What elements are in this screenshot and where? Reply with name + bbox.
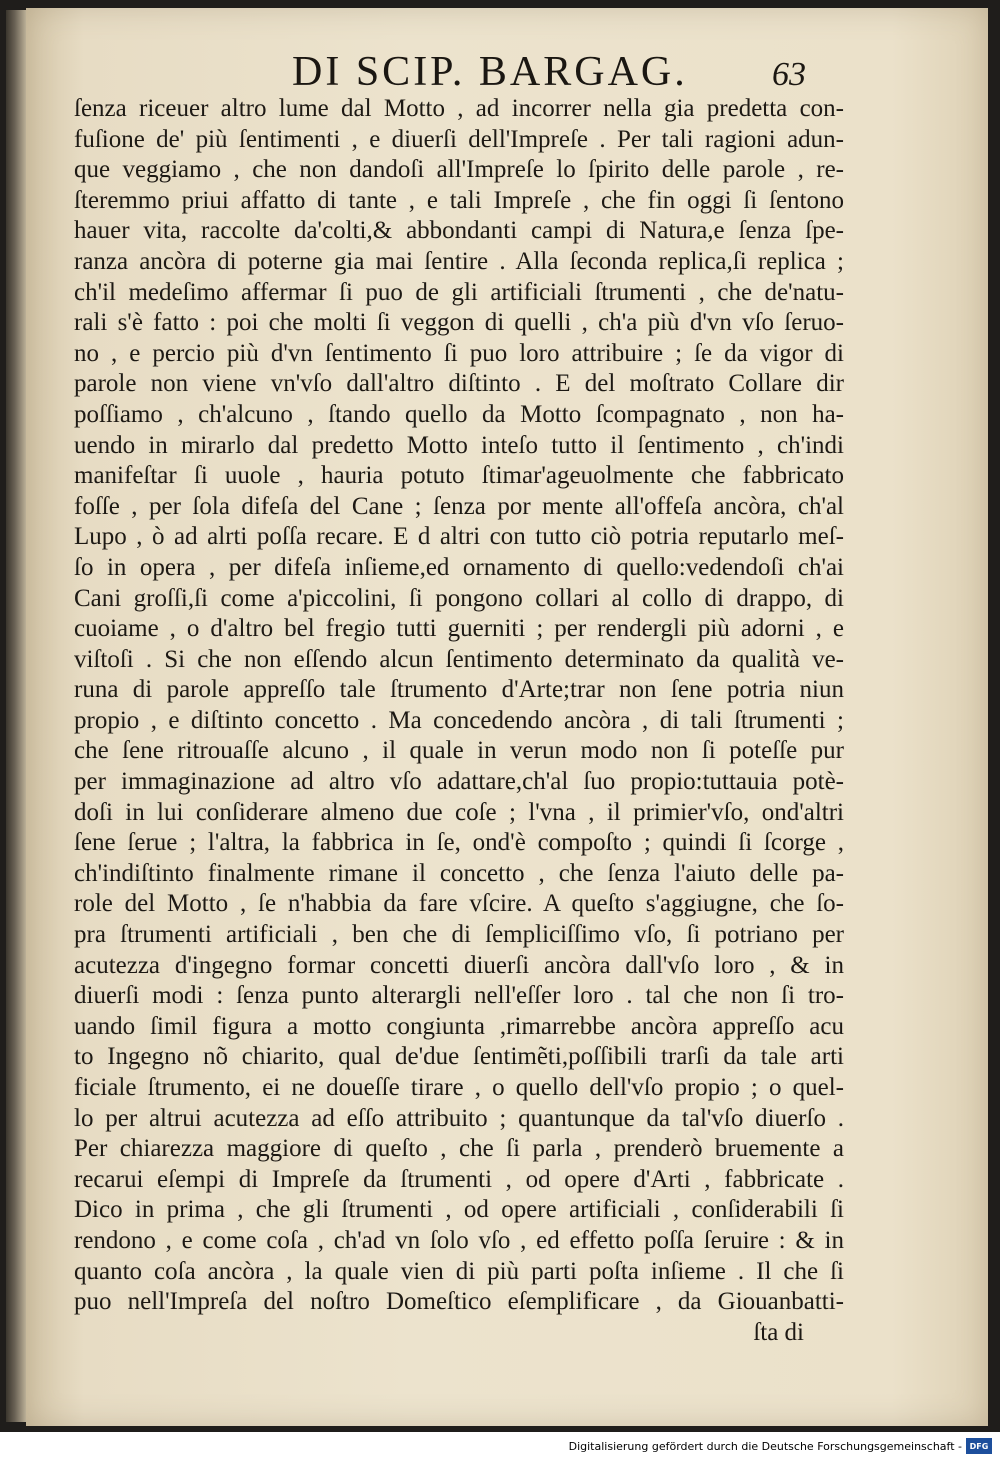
text-line: Dico in prima , che gli ſtrumenti , od opere artificiali , conſiderabili ſi (74, 1196, 844, 1224)
text-line: uendo in mirarlo dal predetto Motto inteſo tutto il ſentimento , ch'indi (74, 431, 844, 459)
text-line: Per chiarezza maggiore di queſto , che ſi parla , prenderò bruemente a (74, 1135, 844, 1163)
text-line: fuſione de' più ſentimenti , e diuerſi dell'Impreſe . Per tali ragioni adun- (74, 125, 844, 153)
text-line: propio , e diſtinto concetto . Ma concedendo ancòra , di tali ſtrumenti ; (74, 706, 844, 734)
text-line: che ſene ritrouaſſe alcuno , il quale in verun modo non ſi poteſſe pur (74, 737, 844, 765)
text-line: to Ingegno nõ chiarito, qual de'due ſentimẽti,poſſibili trarſi da tale arti (74, 1043, 844, 1071)
text-line: cuoiame , o d'altro bel fregio tutti guerniti ; per rendergli più adorni , e (74, 615, 844, 643)
text-line: viſtoſi . Si che non eſſendo alcun ſentimento determinato da qualità ve- (74, 645, 844, 673)
text-line: ſenza riceuer altro lume dal Motto , ad incorrer nella gia predetta con- (74, 95, 844, 122)
text-line: ch'il medeſimo affermar ſi puo de gli artificiali ſtrumenti , che de'natu- (74, 278, 844, 306)
text-line: manifeſtar ſi uuole , hauria potuto ſtimar'ageuolmente che fabbricato (74, 462, 844, 490)
book-page (26, 8, 988, 1426)
text-line: diuerſi modi : ſenza punto alterargli nell'eſſer loro . tal che non ſi tro- (74, 982, 844, 1010)
text-line: doſi in lui conſiderare almeno due coſe ; l'vna , il primier'vſo, ond'altri (74, 798, 844, 826)
body-text (74, 94, 844, 1348)
text-line: parole non viene vn'vſo dall'altro diſtinto . E del moſtrato Collare dir (74, 370, 844, 398)
text-line: role del Motto , ſe n'habbia da fare vſcire. A queſto s'aggiugne, che ſo- (74, 890, 844, 918)
digitization-credit: Digitalisierung gefördert durch die Deutsche Forschungsgemeinschaft - (568, 1440, 962, 1453)
text-line: ſteremmo priui affatto di tante , e tali Impreſe , che fin oggi ſi ſentono (74, 186, 844, 214)
text-line: uando ſimil figura a motto congiunta ,rimarrebbe ancòra appreſſo acu (74, 1012, 844, 1040)
text-line: Lupo , ò ad alrti poſſa recare. E d altri con tutto ciò potria reputarlo meſ- (74, 523, 844, 551)
text-line: lo per altrui acutezza ad eſſo attribuito ; quantunque da tal'vſo diuerſo . (74, 1104, 844, 1132)
text-line: per immaginazione ad altro vſo adattare,ch'al ſuo propio:tuttauia potè- (74, 768, 844, 796)
text-line: Cani groſſi,ſi come a'piccolini, ſi pongono collari al collo di drappo, di (74, 584, 844, 612)
text-line: no , e percio più d'vn ſentimento ſi puo loro attribuire ; ſe da vigor di (74, 339, 844, 367)
text-line: hauer vita, raccolte da'colti,& abbondanti campi di Natura,e ſenza ſpe- (74, 217, 844, 245)
page-number: 63 (772, 56, 806, 93)
text-line: acutezza d'ingegno formar concetti diuerſi ancòra dall'vſo loro , & in (74, 951, 844, 979)
page-stack-edge (6, 10, 28, 1422)
text-line: pra ſtrumenti artificiali , ben che di ſempliciſſimo vſo, ſi potriano per (74, 921, 844, 949)
catchword: ſta di (753, 1318, 804, 1346)
text-line: quanto coſa ancòra , la quale vien di più parti poſta inſieme . Il che ſi (74, 1257, 844, 1285)
text-line: ſene ſerue ; l'altra, la fabbrica in ſe, ond'è compoſto ; quindi ſi ſcorge , (74, 829, 844, 857)
text-line: ficiale ſtrumento, ei ne doueſſe tirare , o quello dell'vſo propio ; o quel- (74, 1074, 844, 1101)
text-line: que veggiamo , che non dandoſi all'Impreſe lo ſpirito delle parole , re- (74, 156, 844, 184)
text-line: runa di parole appreſſo tale ſtrumento d'Arte;trar non ſene potria niun (74, 676, 844, 704)
text-line: foſſe , per ſola difeſa del Cane ; ſenza por mente all'offeſa ancòra, ch'al (74, 492, 844, 520)
text-line: puo nell'Impreſa del noſtro Domeſtico eſemplificare , da Giouanbatti- (74, 1288, 844, 1316)
page-header (26, 48, 988, 100)
text-line: rendono , e come coſa , ch'ad vn ſolo vſo , ed effetto poſſa ſeruire : & in (74, 1226, 844, 1254)
text-line: recarui eſempi di Impreſe da ſtrumenti , od opere d'Arti , fabbricate . (74, 1165, 844, 1193)
running-head: DI SCIP. BARGAG. (292, 49, 688, 95)
dfg-logo-icon: DFG (966, 1438, 992, 1454)
text-line: ch'indiſtinto finalmente rimane il concetto , che ſenza l'aiuto delle pa- (74, 859, 844, 887)
text-line: poſſiamo , ch'alcuno , ſtando quello da Motto ſcompagnato , non ha- (74, 400, 844, 428)
text-line: rali s'è fatto : poi che molti ſi veggon di quelli , ch'a più d'vn vſo ſeruo- (74, 309, 844, 337)
text-line: ſo in opera , per difeſa inſieme,ed ornamento di quello:vedendoſi ch'ai (74, 553, 844, 581)
text-line: ranza ancòra di poterne gia mai ſentire . Alla ſeconda replica,ſi replica ; (74, 247, 844, 275)
